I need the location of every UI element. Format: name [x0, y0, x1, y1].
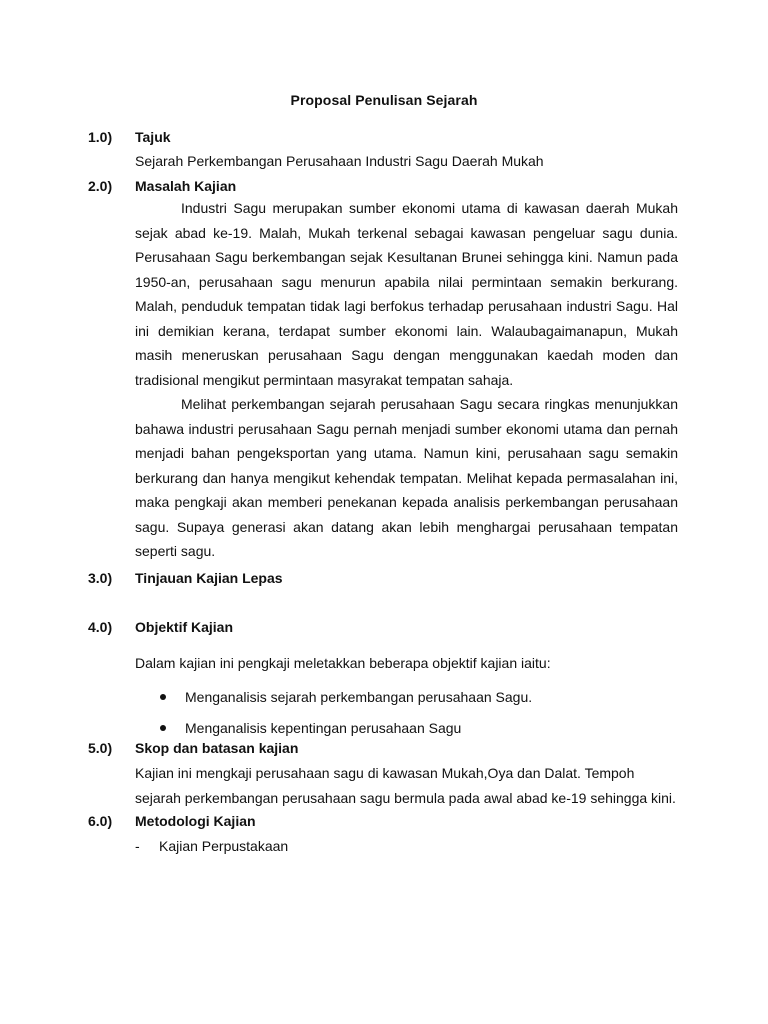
section-heading-masalah-kajian: Masalah Kajian — [135, 178, 237, 194]
masalah-paragraph-2: Melihat perkembangan sejarah perusahaan Sagu secara ringkas menunjukkan bahawa industri perusahaan Sagu pernah menjadi sumber ekonomi utama dan pernah menjadi bahan pengeksportan yang utama. Namun kini, perusahaan sagu semakin berkurang dan hanya mengikut kehendak tempatan. Melihat kepada permasalahan ini, maka pengkaji akan memberi penekanan kepada analisis perkembangan perusahaan sagu. Supaya generasi akan datang akan lebih menghargai perusahaan tempatan seperti sagu. — [135, 396, 678, 559]
section-number: 1.0) — [88, 129, 113, 145]
document-title: Proposal Penulisan Sejarah — [290, 92, 478, 108]
tajuk-text: Sejarah Perkembangan Perusahaan Industri Sagu Daerah Mukah — [135, 153, 544, 169]
section-heading-skop: Skop dan batasan kajian — [135, 740, 299, 756]
section-number: 4.0) — [88, 619, 113, 635]
list-item-text: Menganalisis kepentingan perusahaan Sagu — [185, 720, 462, 736]
list-item — [150, 719, 532, 737]
section-number: 2.0) — [88, 178, 113, 194]
bullet-icon — [160, 694, 166, 700]
bullet-icon — [160, 725, 166, 731]
skop-line-2: sejarah perkembangan perusahaan sagu bermula pada awal abad ke-19 sehingga kini. — [135, 790, 676, 806]
section-heading-metodologi: Metodologi Kajian — [135, 813, 256, 829]
section-number: 6.0) — [88, 813, 113, 829]
section-heading-objektif: Objektif Kajian — [135, 619, 234, 635]
section-heading-tinjauan: Tinjauan Kajian Lepas — [135, 570, 283, 586]
list-item-text: Menganalisis sejarah perkembangan perusahaan Sagu. — [185, 689, 533, 705]
section-heading-tajuk: Tajuk — [135, 129, 171, 145]
metodologi-item-text: Kajian Perpustakaan — [159, 838, 289, 854]
objektif-intro: Dalam kajian ini pengkaji meletakkan beberapa objektif kajian iaitu: — [135, 655, 551, 671]
skop-line-1: Kajian ini mengkaji perusahaan sagu di kawasan Mukah,Oya dan Dalat. Tempoh — [135, 765, 635, 781]
list-item — [150, 688, 532, 706]
metodologi-item — [135, 837, 288, 855]
section-number: 5.0) — [88, 740, 113, 756]
dash-marker: - — [135, 838, 140, 854]
masalah-paragraph-1: Industri Sagu merupakan sumber ekonomi utama di kawasan daerah Mukah sejak abad ke-19. Malah, Mukah terkenal sebagai kawasan pengeluar sagu dunia. Perusahaan Sagu berkembangan sejak Kesultanan Brunei sehingga kini. Namun pada 1950-an, perusahaan sagu menurun apabila nilai permintaan semakin berkurang. Malah, penduduk tempatan tidak lagi berfokus terhadap perusahaan industri Sagu. Hal ini demikian kerana, terdapat sumber ekonomi lain. Walaubagaimanapun, Mukah masih meneruskan perusahaan Sagu dengan menggunakan kaedah moden dan tradisional mengikut permintaan masyrakat tempatan sahaja. — [135, 200, 678, 388]
section-number: 3.0) — [88, 570, 113, 586]
